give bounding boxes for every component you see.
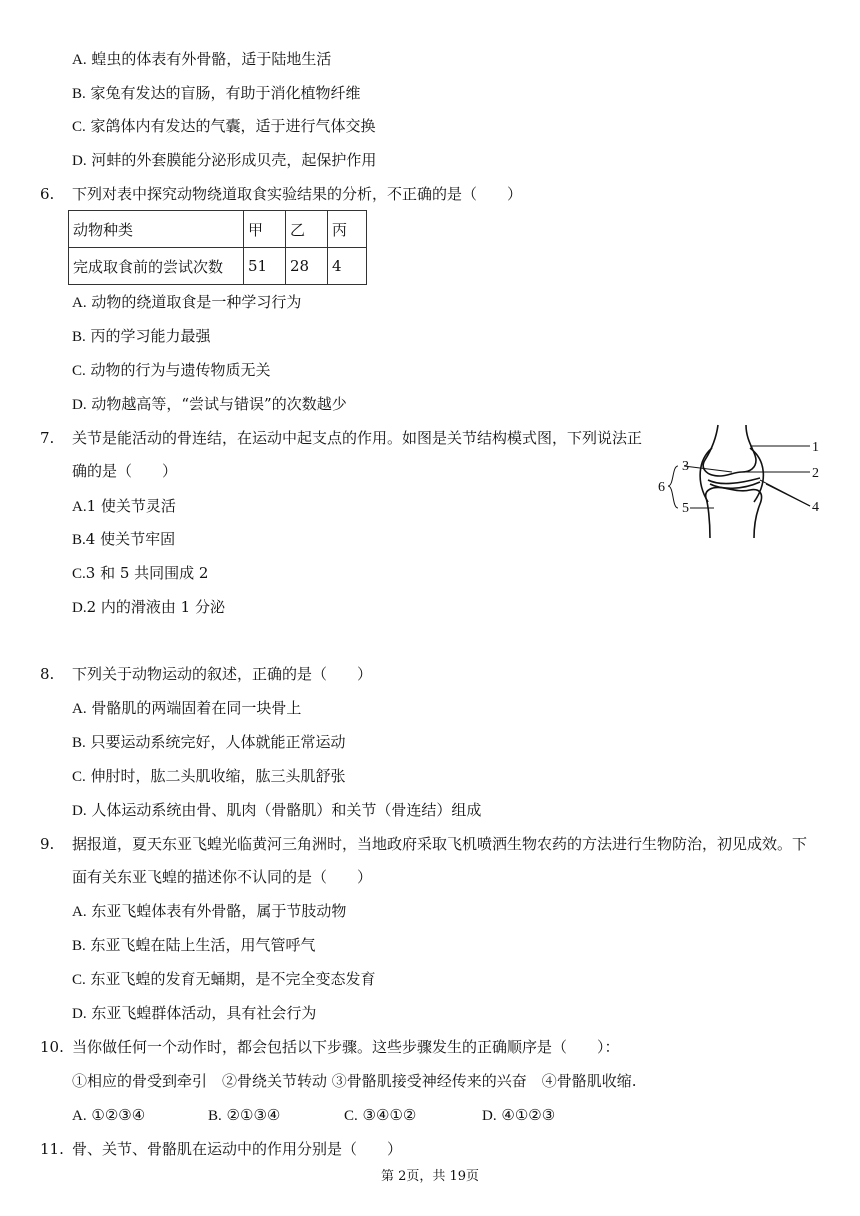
q10-option-b: B. ②①③④ [208,1106,281,1124]
table-cell: 甲 [244,211,286,248]
joint-structure-diagram [650,420,830,545]
table-cell: 完成取食前的尝试次数 [69,248,244,285]
table-cell: 28 [286,248,328,285]
diagram-label-6: 6 [658,480,665,495]
table-cell: 乙 [286,211,328,248]
q11-number: 11. [40,1140,64,1158]
q9-option-a: A. 东亚飞蝗体表有外骨骼，属于节肢动物 [72,902,347,920]
q6-option-c: C. 动物的行为与遗传物质无关 [72,361,271,379]
table-cell: 51 [244,248,286,285]
q8-option-a: A. 骨骼肌的两端固着在同一块骨上 [72,699,302,717]
q7-stem-line1: 关节是能活动的骨连结，在运动中起支点的作用。如图是关节结构模式图，下列说法正 [72,429,643,447]
q7-option-d: D.2 内的滑液由 1 分泌 [72,598,225,616]
q5-option-a: A. 蝗虫的体表有外骨骼，适于陆地生活 [72,50,332,68]
q6-option-b: B. 丙的学习能力最强 [72,327,211,345]
q9-option-c: C. 东亚飞蝗的发育无蛹期，是不完全变态发育 [72,970,376,988]
q10-number: 10. [40,1038,64,1056]
table-row [69,211,367,248]
table-cell: 4 [328,248,367,285]
q6-number: 6. [40,185,55,203]
q5-option-c: C. 家鸽体内有发达的气囊，适于进行气体交换 [72,117,376,135]
q5-option-d: D. 河蚌的外套膜能分泌形成贝壳，起保护作用 [72,151,377,169]
q9-stem-line1: 据报道，夏天东亚飞蝗光临黄河三角洲时，当地政府采取飞机喷洒生物农药的方法进行生物防治，初见成效。下 [72,835,808,853]
q10-option-a: A. ①②③④ [72,1106,146,1124]
diagram-label-4: 4 [812,500,819,515]
q10-options [72,1105,555,1126]
q10-option-d: D. ④①②③ [482,1106,556,1124]
q6-stem: 下列对表中探究动物绕道取食实验结果的分析，不正确的是（ ） [72,185,523,203]
diagram-label-5: 5 [682,501,689,516]
diagram-label-2: 2 [812,466,819,481]
q9-option-d: D. 东亚飞蝗群体活动，具有社会行为 [72,1004,317,1022]
q8-option-d: D. 人体运动系统由骨、肌肉（骨骼肌）和关节（骨连结）组成 [72,801,482,819]
table-cell: 丙 [328,211,367,248]
q8-number: 8. [40,665,55,683]
q5-option-b: B. 家兔有发达的盲肠，有助于消化植物纤维 [72,84,361,102]
q8-stem: 下列关于动物运动的叙述，正确的是（ ） [72,665,373,683]
q9-stem-line2: 面有关东亚飞蝗的描述你不认同的是（ ） [72,868,373,886]
q6-option-d: D. 动物越高等，“尝试与错误”的次数越少 [72,395,347,413]
q9-option-b: B. 东亚飞蝗在陆上生活，用气管呼气 [72,936,316,954]
q7-option-c: C.3 和 5 共同围成 2 [72,564,209,582]
q8-option-b: B. 只要运动系统完好，人体就能正常运动 [72,733,346,751]
q6-option-a: A. 动物的绕道取食是一种学习行为 [72,293,302,311]
q7-stem-line2: 确的是（ ） [72,462,178,480]
diagram-label-1: 1 [812,440,819,455]
q10-steps: ①相应的骨受到牵引 ②骨绕关节转动 ③骨骼肌接受神经传来的兴奋 ④骨骼肌收缩. [72,1072,637,1090]
diagram-label-3: 3 [682,459,689,474]
q7-option-a: A.1 使关节灵活 [72,497,176,515]
q10-option-c: C. ③④①② [344,1106,417,1124]
q9-number: 9. [40,835,55,853]
page-footer: 第 2页，共 19页 [380,1169,480,1184]
q11-stem: 骨、关节、骨骼肌在运动中的作用分别是（ ） [72,1140,403,1158]
table-row [69,248,367,285]
table-cell: 动物种类 [69,211,244,248]
q6-table [68,210,367,285]
q7-number: 7. [40,429,55,447]
q10-stem: 当你做任何一个动作时，都会包括以下步骤。这些步骤发生的正确顺序是（ ）： [72,1038,620,1056]
q8-option-c: C. 伸肘时，肱二头肌收缩，肱三头肌舒张 [72,767,346,785]
q7-option-b: B.4 使关节牢固 [72,530,176,548]
